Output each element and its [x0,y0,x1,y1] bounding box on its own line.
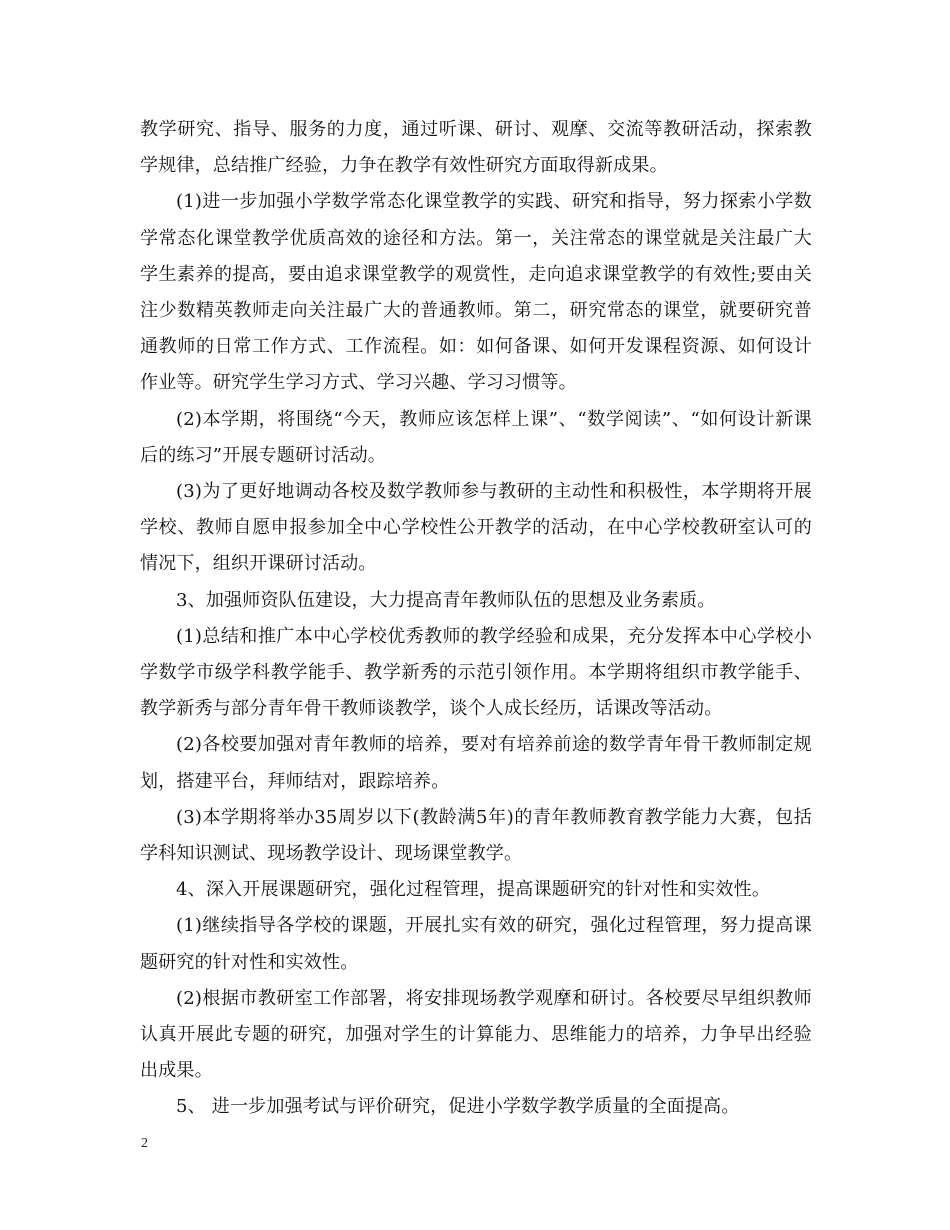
paragraph-2: (1)进一步加强小学数学常态化课堂教学的实践、研究和指导，努力探索小学数学常态化课堂教学优质高效的途径和方法。第一，关注常态的课堂就是关注最广大学生素养的提高，要由追求课堂教学的观赏性，走向追求课堂教学的有效性;要由关注少数精英教师走向关注最广大的普通教师。第二，研究常态的课堂，就要研究普通教师的日常工作方式、工作流程。如：如何备课、如何开发课程资源、如何设计作业等。研究学生学习方式、学习兴趣、学习习惯等。 [140,191,812,394]
paragraph-3: (2)本学期，将围绕“今天，教师应该怎样上课”、“数学阅读”、“如何设计新课后的练习”开展专题研讨活动。 [140,408,812,466]
page-number: 2 [141,1136,148,1151]
paragraph-10: (1)继续指导各学校的课题，开展扎实有效的研究，强化过程管理，努力提高课题研究的针对性和实效性。 [140,915,812,973]
paragraph-11: (2)根据市教研室工作部署，将安排现场教学观摩和研讨。各校要尽早组织教师认真开展此专题的研究，加强对学生的计算能力、思维能力的培养，力争早出经验出成果。 [140,987,812,1082]
paragraph-6: (1)总结和推广本中心学校优秀教师的教学经验和成果，充分发挥本中心学校小学数学市级学科教学能手、教学新秀的示范引领作用。本学期将组织市教学能手、教学新秀与部分青年骨干教师谈教学，谈个人成长经历，话课改等活动。 [140,625,812,720]
paragraph-4: (3)为了更好地调动各校及数学教师参与教研的主动性和积极性，本学期将开展学校、教师自愿申报参加全中心学校性公开教学的活动，在中心学校教研室认可的情况下，组织开课研讨活动。 [140,481,812,575]
document-body [140,112,812,1126]
paragraph-8: (3)本学期将举办35周岁以下(教龄满5年)的青年教师教育教学能力大赛，包括学科知识测试、现场教学设计、现场课堂教学。 [140,806,812,865]
paragraph-1: 教学研究、指导、服务的力度，通过听课、研讨、观摩、交流等教研活动，探索教学规律，总结推广经验，力争在教学有效性研究方面取得新成果。 [140,119,812,177]
paragraph-7: (2)各校要加强对青年教师的培养，要对有培养前途的数学青年骨干教师制定规划，搭建平台，拜师结对，跟踪培养。 [140,734,812,792]
section-heading-4: 4、深入开展课题研究，强化过程管理，提高课题研究的针对性和实效性。 [176,879,771,901]
section-heading-3: 3、加强师资队伍建设，大力提高青年教师队伍的思想及业务素质。 [176,589,716,611]
section-heading-5: 5、 进一步加强考试与评价研究，促进小学数学教学质量的全面提高。 [176,1096,740,1118]
